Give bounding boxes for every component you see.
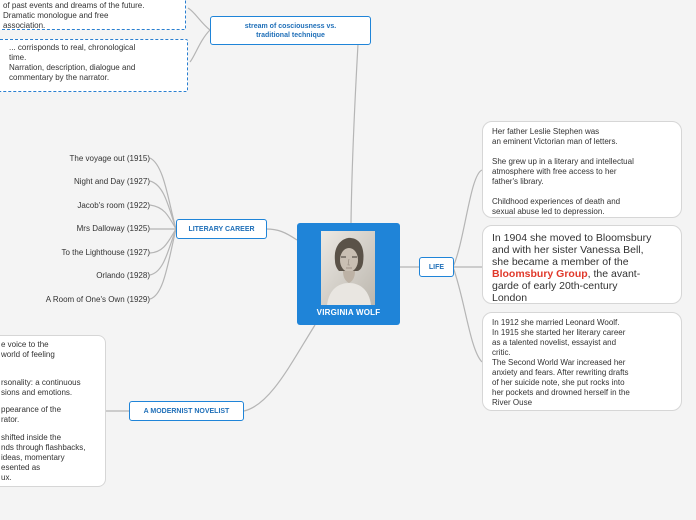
stream-note-past [0, 0, 186, 30]
central-topic[interactable] [297, 223, 400, 325]
life-card-bloomsbury-text [492, 232, 672, 304]
bloomsbury-text-post: , the avant- garde of early 20th-century London [492, 268, 641, 304]
topic-literary-career[interactable]: LITERARY CAREER [176, 219, 267, 239]
work-item: A Room of One's Own (1929) [45, 295, 150, 304]
work-item: To the Lighthouse (1927) [61, 248, 150, 257]
stream-note-past-text: of past events and dreams of the future. Dramatic monologue and free association. [3, 1, 145, 30]
modernist-note: shifted inside the nds through flashbacks, ideas, momentary esented as ux. [1, 433, 86, 482]
modernist-note: ppearance of the rator. [1, 405, 62, 424]
bloomsbury-text-pre: In 1904 she moved to Bloomsbury and with her sister Vanessa Bell, she became a member of the [492, 232, 652, 268]
modernist-notes-card [0, 335, 106, 487]
modernist-note: rsonality: a continuous sions and emotions. [1, 378, 81, 397]
life-card-marriage-death-text: In 1912 she married Leonard Woolf. In 1915 she started her literary career as a talented novelist, essayist and critic. The Second World War increased her anxiety and fears. After rewriting drafts of her suicide note, she put rocks into her pockets and drowned herself in the River Ouse [492, 318, 630, 407]
stream-note-traditional [0, 39, 188, 92]
portrait-photo [321, 231, 375, 305]
work-item: Night and Day (1927) [73, 177, 150, 186]
portrait-illustration [321, 231, 375, 305]
work-item: Mrs Dalloway (1925) [76, 224, 150, 233]
topic-life[interactable]: LIFE [419, 257, 454, 277]
work-item: Jacob's room (1922) [77, 201, 150, 210]
life-card-childhood-text: Her father Leslie Stephen was an eminent Victorian man of letters. She grew up in a literary and intellectual atmosphere with free access to her father's library. Childhood experiences of death and sexual abuse led to depression. [492, 127, 634, 216]
life-card-bloomsbury [482, 225, 682, 304]
work-item: The voyage out (1915) [69, 154, 150, 163]
topic-stream-of-consciousness[interactable]: stream of cosciousness vs. traditional technique [210, 16, 371, 45]
work-item: Orlando (1928) [96, 271, 150, 280]
bloomsbury-group-highlight: Bloomsbury Group [492, 268, 588, 280]
life-card-marriage-death [482, 312, 682, 411]
stream-note-traditional-text: ... corrisponds to real, chronological time. Narration, description, dialogue and commentary by the narrator. [9, 43, 136, 82]
central-title: VIRGINIA WOLF [316, 308, 381, 317]
life-card-childhood [482, 121, 682, 218]
topic-modernist-novelist[interactable]: A MODERNIST NOVELIST [129, 401, 244, 421]
modernist-note: e voice to the world of feeling [1, 340, 55, 359]
